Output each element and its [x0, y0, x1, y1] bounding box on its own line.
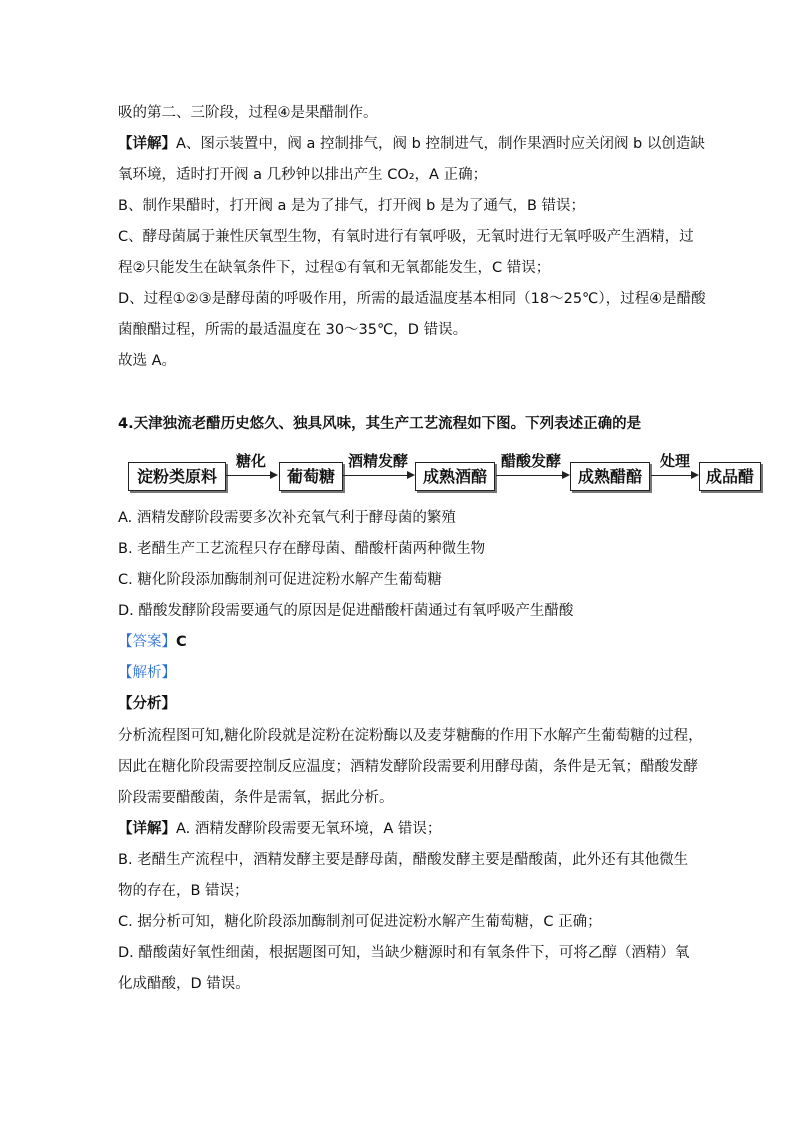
prev-detail-a [118, 134, 705, 154]
flow-arrow [496, 475, 568, 476]
flow-label-alcohol: 酒精发酵 [347, 452, 408, 470]
prev-detail-b: B、制作果醋时，打开阀 a 是为了排气，打开阀 b 是为了通气，B 错误； [118, 198, 586, 214]
detail-b-line: B. 老醋生产流程中，酒精发酵主要是酵母菌，醋酸发酵主要是醋酸菌，此外还有其他微生 [118, 852, 689, 868]
flow-box-vinegar-mash: 成熟醋醅 [570, 462, 650, 491]
detail-text: A. 酒精发酵阶段需要无氧环境，A 错误； [176, 821, 442, 837]
detail-label: 【详解】 [118, 136, 176, 152]
detail-d-line: D. 醋酸菌好氧性细菌，根据题图可知，当缺少糖源时和有氧条件下，可将乙醇（酒精）氧 [118, 945, 690, 961]
flow-arrow [226, 475, 276, 476]
option-c: C. 糖化阶段添加酶制剂可促进淀粉水解产生葡萄糖 [118, 572, 442, 588]
fenxi-line: 分析流程图可知,糖化阶段就是淀粉在淀粉酶以及麦芽糖酶的作用下水解产生葡萄糖的过程， [118, 728, 703, 744]
fenxi-line: 阶段需要醋酸菌，条件是需氧，据此分析。 [118, 790, 394, 806]
fenxi-label: 【分析】 [118, 696, 176, 712]
prev-detail-d-cont: 菌酿醋过程，所需的最适温度在 30～35℃，D 错误。 [118, 322, 468, 338]
flow-label-saccharify: 糖化 [235, 452, 266, 470]
answer-value: C [176, 634, 187, 650]
prev-text-line: 吸的第二、三阶段，过程④是果醋制作。 [118, 105, 378, 121]
detail-label: 【详解】 [118, 821, 176, 837]
option-d: D. 醋酸发酵阶段需要通气的原因是促进醋酸杆菌通过有氧呼吸产生醋酸 [118, 603, 574, 619]
flow-arrow [343, 475, 413, 476]
process-flow-diagram [126, 448, 766, 494]
detail-b-cont: 物的存在，B 错误； [118, 883, 249, 899]
flow-label-acetic: 醋酸发酵 [500, 452, 561, 470]
flow-arrow [651, 475, 697, 476]
flow-box-glucose: 葡萄糖 [279, 462, 343, 491]
question-stem: 4.天津独流老醋历史悠久、独具风味，其生产工艺流程如下图。下列表述正确的是 [118, 416, 642, 432]
analysis-label: 【解析】 [118, 665, 176, 681]
prev-detail-c-cont: 程②只能发生在缺氧条件下，过程①有氧和无氧都能发生，C 错误； [118, 260, 551, 276]
detail-d-cont: 化成醋酸，D 错误。 [118, 976, 250, 992]
prev-detail-a-cont: 氧环境，适时打开阀 a 几秒钟以排出产生 CO₂，A 正确； [118, 167, 488, 183]
answer-label: 【答案】 [118, 634, 176, 650]
detail-c-line: C. 据分析可知，糖化阶段添加酶制剂可促进淀粉水解产生葡萄糖，C 正确； [118, 914, 602, 930]
detail-a-line [118, 819, 441, 839]
flow-box-wine-mash: 成熟酒醅 [415, 462, 495, 491]
option-b: B. 老醋生产工艺流程只存在酵母菌、醋酸杆菌两种微生物 [118, 541, 486, 557]
fenxi-line: 因此在糖化阶段需要控制反应温度；酒精发酵阶段需要利用酵母菌，条件是无氧；醋酸发酵 [118, 759, 698, 775]
flow-box-raw: 淀粉类原料 [128, 462, 226, 491]
detail-text: A、图示装置中，阀 a 控制排气，阀 b 控制进气，制作果酒时应关闭阀 b 以创造缺 [176, 136, 705, 152]
option-a: A. 酒精发酵阶段需要多次补充氧气利于酵母菌的繁殖 [118, 510, 456, 526]
flow-box-product: 成品醋 [699, 462, 761, 491]
flow-label-process: 处理 [659, 452, 690, 470]
prev-choose: 故选 A。 [118, 353, 177, 369]
answer-line [118, 632, 187, 652]
prev-detail-d: D、过程①②③是酵母菌的呼吸作用，所需的最适温度基本相同（18～25℃），过程④是醋酸 [118, 291, 706, 307]
prev-detail-c: C、酵母菌属于兼性厌氧型生物，有氧时进行有氧呼吸，无氧时进行无氧呼吸产生酒精，过 [118, 229, 694, 245]
